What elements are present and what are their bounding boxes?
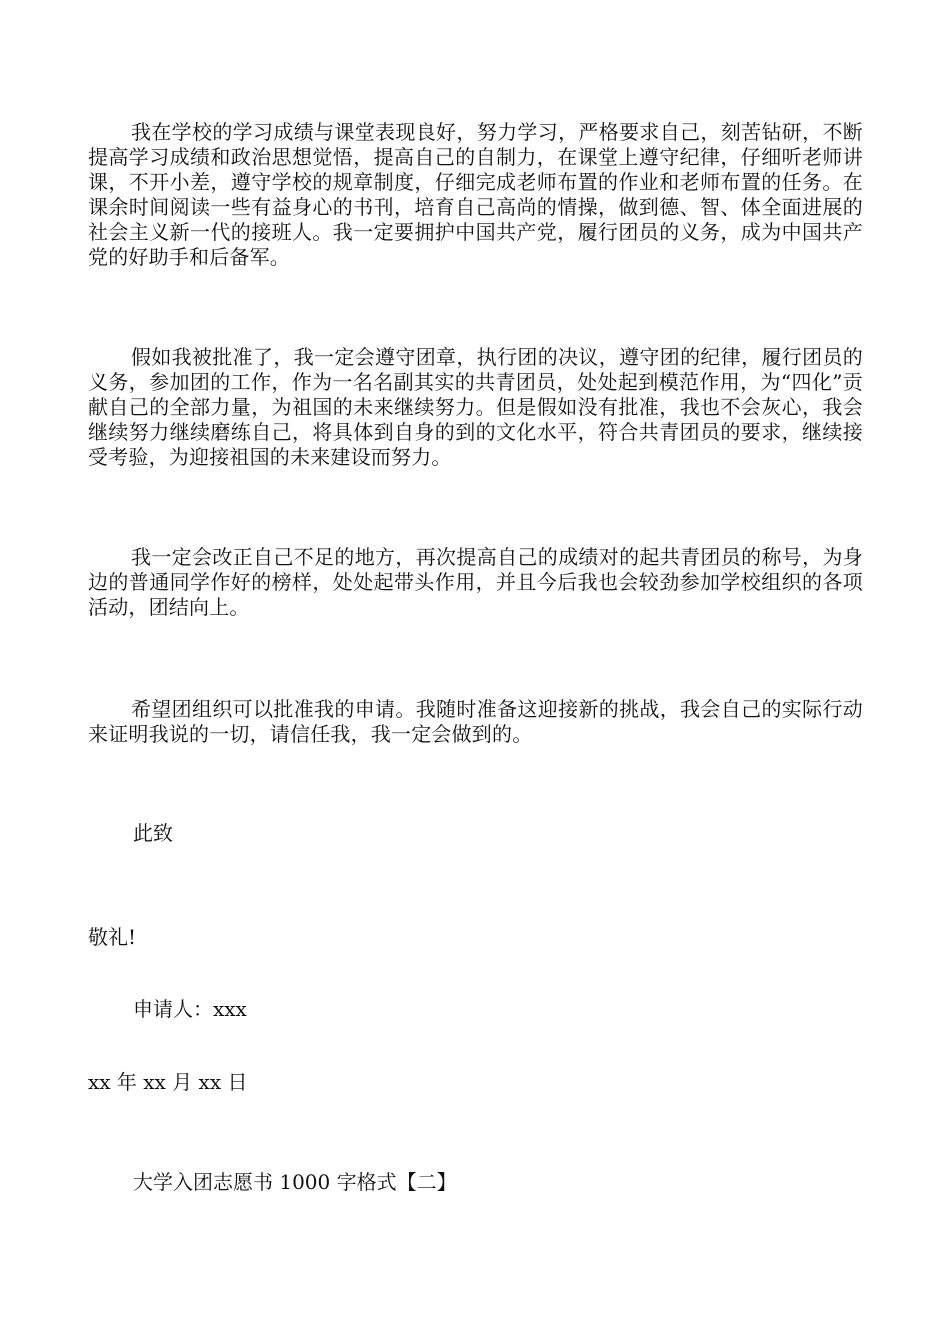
salute-text: 敬礼! xyxy=(88,925,137,949)
document-page xyxy=(88,0,863,1344)
applicant-signature: 申请人：xxx xyxy=(133,997,247,1021)
date-text: xx 年 xx 月 xx 日 xyxy=(88,1070,248,1094)
paragraph-2: 假如我被批准了，我一定会遵守团章，执行团的决议，遵守团的纪律，履行团员的义务，参加团的工作，作为一名名副其实的共青团员，处处起到模范作用，为“四化”贡献自己的全部力量，为祖国的未来继续努力。但是假如没有批准，我也不会灰心，我会继续努力继续磨练自己，将具体到自身的到的文化水平，符合共青团员的要求，继续接受考验，为迎接祖国的未来建设而努力。 xyxy=(88,345,863,469)
paragraph-3: 我一定会改正自己不足的地方，再次提高自己的成绩对的起共青团员的称号，为身边的普通同学作好的榜样，处处起带头作用，并且今后我也会较劲参加学校组织的各项活动，团结向上。 xyxy=(88,545,863,619)
paragraph-4: 希望团组织可以批准我的申请。我随时准备这迎接新的挑战，我会自己的实际行动来证明我说的一切，请信任我，我一定会做到的。 xyxy=(88,697,863,746)
section-heading: 大学入团志愿书 1000 字格式【二】 xyxy=(133,1170,457,1194)
closing-text: 此致 xyxy=(133,821,173,845)
paragraph-1: 我在学校的学习成绩与课堂表现良好，努力学习，严格要求自己，刻苦钻研，不断提高学习成绩和政治思想觉悟，提高自己的自制力，在课堂上遵守纪律，仔细听老师讲课，不开小差，遵守学校的规章制度，仔细完成老师布置的作业和老师布置的任务。在课余时间阅读一些有益身心的书刊，培育自己高尚的情操，做到德、智、体全面进展的社会主义新一代的接班人。我一定要拥护中国共产党，履行团员的义务，成为中国共产党的好助手和后备军。 xyxy=(88,120,863,269)
